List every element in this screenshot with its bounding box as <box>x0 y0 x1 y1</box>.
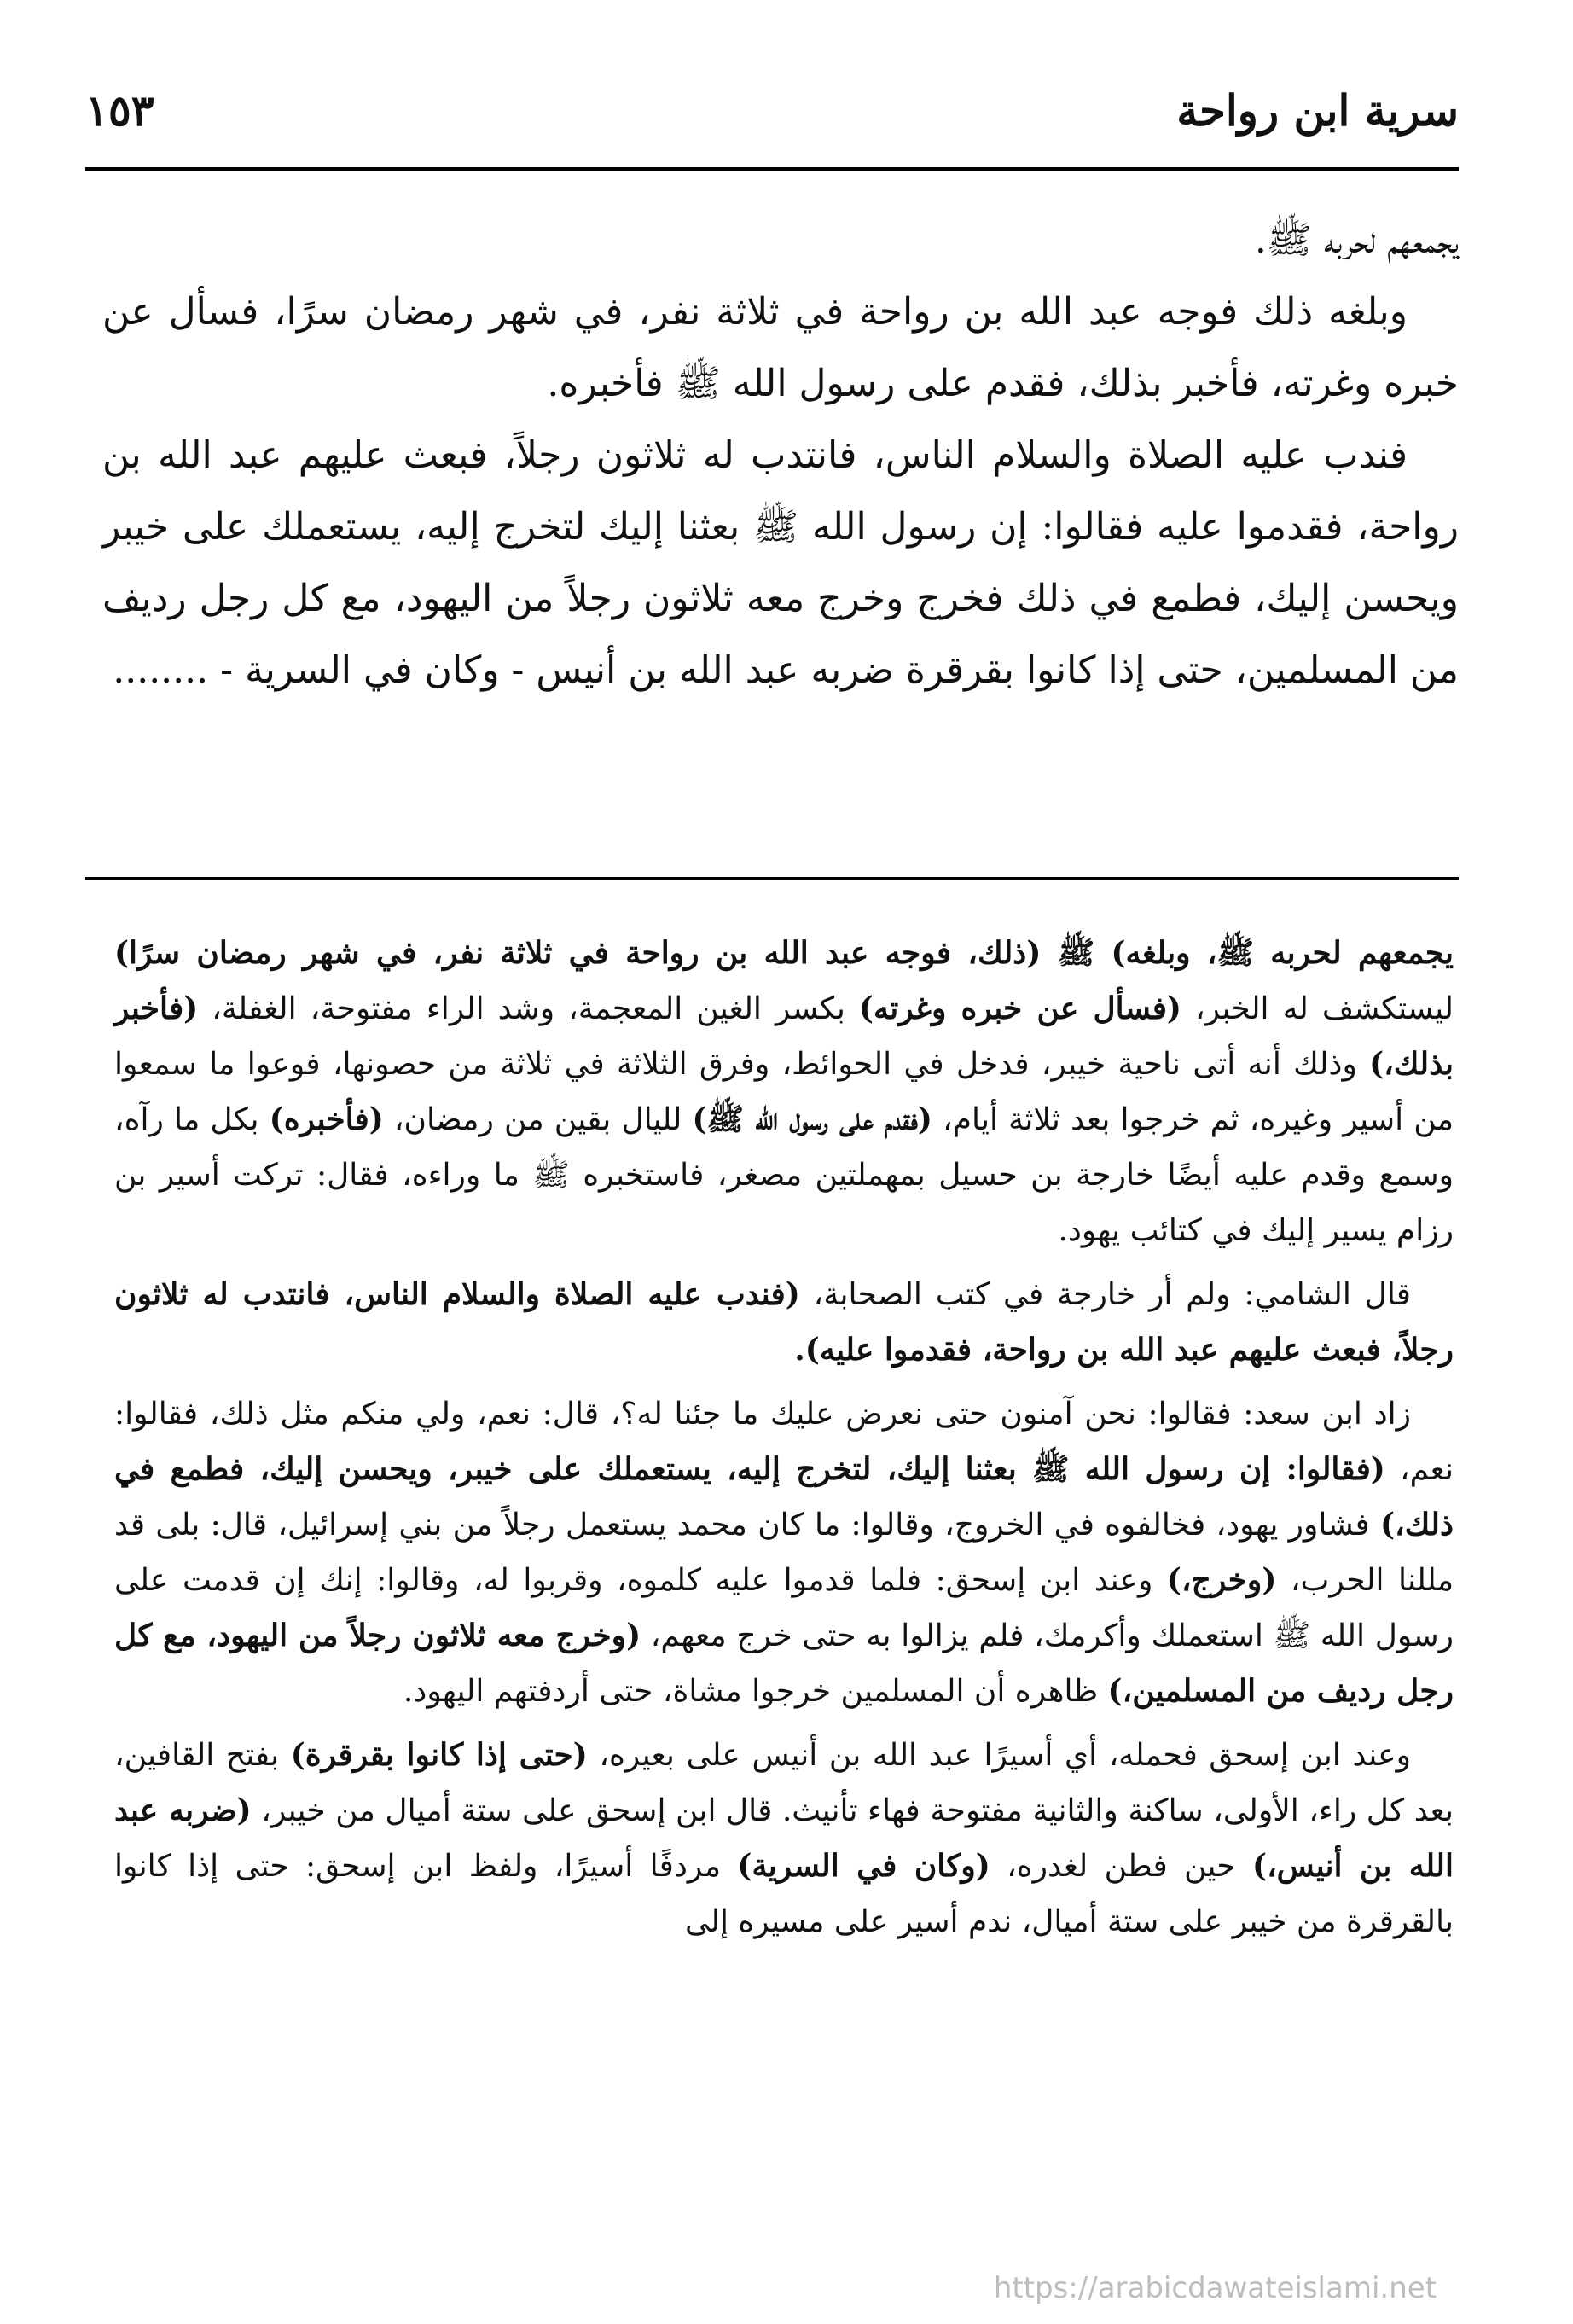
commentary-paragraph-3 <box>114 1386 1454 1719</box>
commentary-text: ليستكشف له الخبر، <box>1181 991 1454 1026</box>
commentary-text: زاد ابن سعد: فقالوا: نحن آمنون حتى نعرض عليك ما جئنا له؟، قال: نعم، ولي منكم مثل ذلك، فقالوا: نعم، <box>114 1397 1454 1487</box>
commentary-text: بفتح القافين، بعد كل راء، الأولى، ساكنة والثانية مفتوحة فهاء تأنيث. قال ابن إسحق على ستة أميال من خيبر، <box>114 1738 1454 1828</box>
commentary-text: ظاهره أن المسلمين خرجوا مشاة، حتى أردفتهم اليهود. <box>403 1674 1108 1709</box>
quoted-text: (ضربه عبد الله بن أنيس،) <box>114 1792 1454 1884</box>
watermark-url: https://arabicdawateislami.net <box>993 2271 1437 2305</box>
commentary-text: بكسر الغين المعجمة، وشد الراء مفتوحة، الغفلة، <box>198 991 859 1026</box>
quoted-text: (فندب عليه الصلاة والسلام الناس، فانتدب له ثلاثون رجلاً، فبعث عليهم عبد الله بن رواحة، فقدموا عليه). <box>114 1276 1454 1368</box>
page-number: ١٥٣ <box>85 85 154 136</box>
commentary-text: وعند ابن إسحق فحمله، أي أسيرًا عبد الله بن أنيس على بعيره، <box>587 1738 1412 1773</box>
commentary-text: وعند ابن إسحق: فلما قدموا عليه كلموه، وقربوا له، وقالوا: إنك إن قدمت على رسول الله ﷺ استعملك وأكرمك، فلم يزالوا به حتى خرج معهم، <box>114 1563 1454 1653</box>
quoted-text: (فأخبره) <box>269 1101 384 1137</box>
quoted-text: (فقدم على رسول الله ﷺ) <box>692 1101 932 1137</box>
commentary-paragraph-2 <box>114 1267 1454 1378</box>
main-text <box>102 205 1459 706</box>
quoted-text: (وخرج،) <box>1166 1562 1277 1598</box>
commentary-text: قال الشامي: ولم أر خارجة في كتب الصحابة، <box>799 1277 1412 1312</box>
quoted-text: (فسأل عن خبره وغرته) <box>858 991 1181 1026</box>
main-paragraph-2: وبلغه ذلك فوجه عبد الله بن رواحة في ثلاثة نفر، في شهر رمضان سرًا، فسأل عن خبره وغرته، فأخبر بذلك، فقدم على رسول الله ﷺ فأخبره. <box>102 290 1459 405</box>
quoted-text: (فأخبر بذلك،) <box>114 991 1454 1082</box>
main-paragraph-3 <box>102 420 1459 706</box>
main-paragraph-3-text: فندب عليه الصلاة والسلام الناس، فانتدب له ثلاثون رجلاً، فبعث عليهم عبد الله بن رواحة، فقدموا عليه فقالوا: إن رسول الله ﷺ بعثنا إليك لتخرج إليه، يستعملك على خيبر ويحسن إليك، فطمع في ذلك فخرج وخرج معه ثلاثون رجلاً من اليهود، مع كل رجل رديف من المسلمين، حتى إذا كانوا بقرقرة ضربه عبد الله بن أنيس - وكان في السرية - <box>102 433 1459 692</box>
quoted-text: (وكان في السرية) <box>737 1848 990 1884</box>
commentary-text: حين فطن لغدره، <box>990 1849 1253 1884</box>
commentary <box>114 926 1454 1958</box>
page-header <box>85 85 1459 145</box>
commentary-text: بكل ما رآه، وسمع وقدم عليه أيضًا خارجة بن حسيل بمهملتين مصغر، فاستخبره ﷺ ما وراءه، فقال: تركت أسير بن رزام يسير إليك في كتائب يهود. <box>114 1102 1454 1248</box>
quoted-text: (وخرج معه ثلاثون رجلاً من اليهود، مع كل رجل رديف من المسلمين،) <box>114 1618 1454 1709</box>
commentary-text: فشاور يهود، فخالفوه في الخروج، وقالوا: ما كان محمد يستعمل رجلاً من بني إسرائيل، قال: بلى قد مللنا الحرب، <box>114 1508 1454 1598</box>
main-paragraph-1: يجمعهم لحربه ﷺ. <box>1254 218 1459 262</box>
header-rule <box>85 167 1459 171</box>
ellipsis-dots: ........ <box>113 648 209 692</box>
quoted-text: (فقالوا: إن رسول الله ﷺ بعثنا إليك، لتخرج إليه، يستعملك على خيبر، ويحسن إليك، فطمع في ذلك،) <box>114 1451 1454 1543</box>
commentary-paragraph-1 <box>114 926 1454 1258</box>
commentary-text: وذلك أنه أتى ناحية خيبر، فدخل في الحوائط، وفرق الثلاثة في ثلاثة من حصونها، فوعوا ما سمعوا من أسير وغيره، ثم خرجوا بعد ثلاثة أيام، <box>114 1047 1454 1137</box>
commentary-paragraph-4 <box>114 1728 1454 1949</box>
quoted-text: يجمعهم لحربه ﷺ، وبلغه) ﷺ (ذلك، فوجه عبد الله بن رواحة في ثلاثة نفر، في شهر رمضان سرًا) <box>114 935 1454 971</box>
quoted-text: (حتى إذا كانوا بقرقرة) <box>290 1737 588 1773</box>
commentary-text: لليال بقين من رمضان، <box>383 1102 693 1137</box>
footnote-separator <box>85 877 1459 880</box>
commentary-text: مردفًا أسيرًا، ولفظ ابن إسحق: حتى إذا كانوا بالقرقرة من خيبر على ستة أميال، ندم أسير على مسيره إلى <box>114 1849 1454 1939</box>
running-title: سرية ابن رواحة <box>1176 85 1459 136</box>
